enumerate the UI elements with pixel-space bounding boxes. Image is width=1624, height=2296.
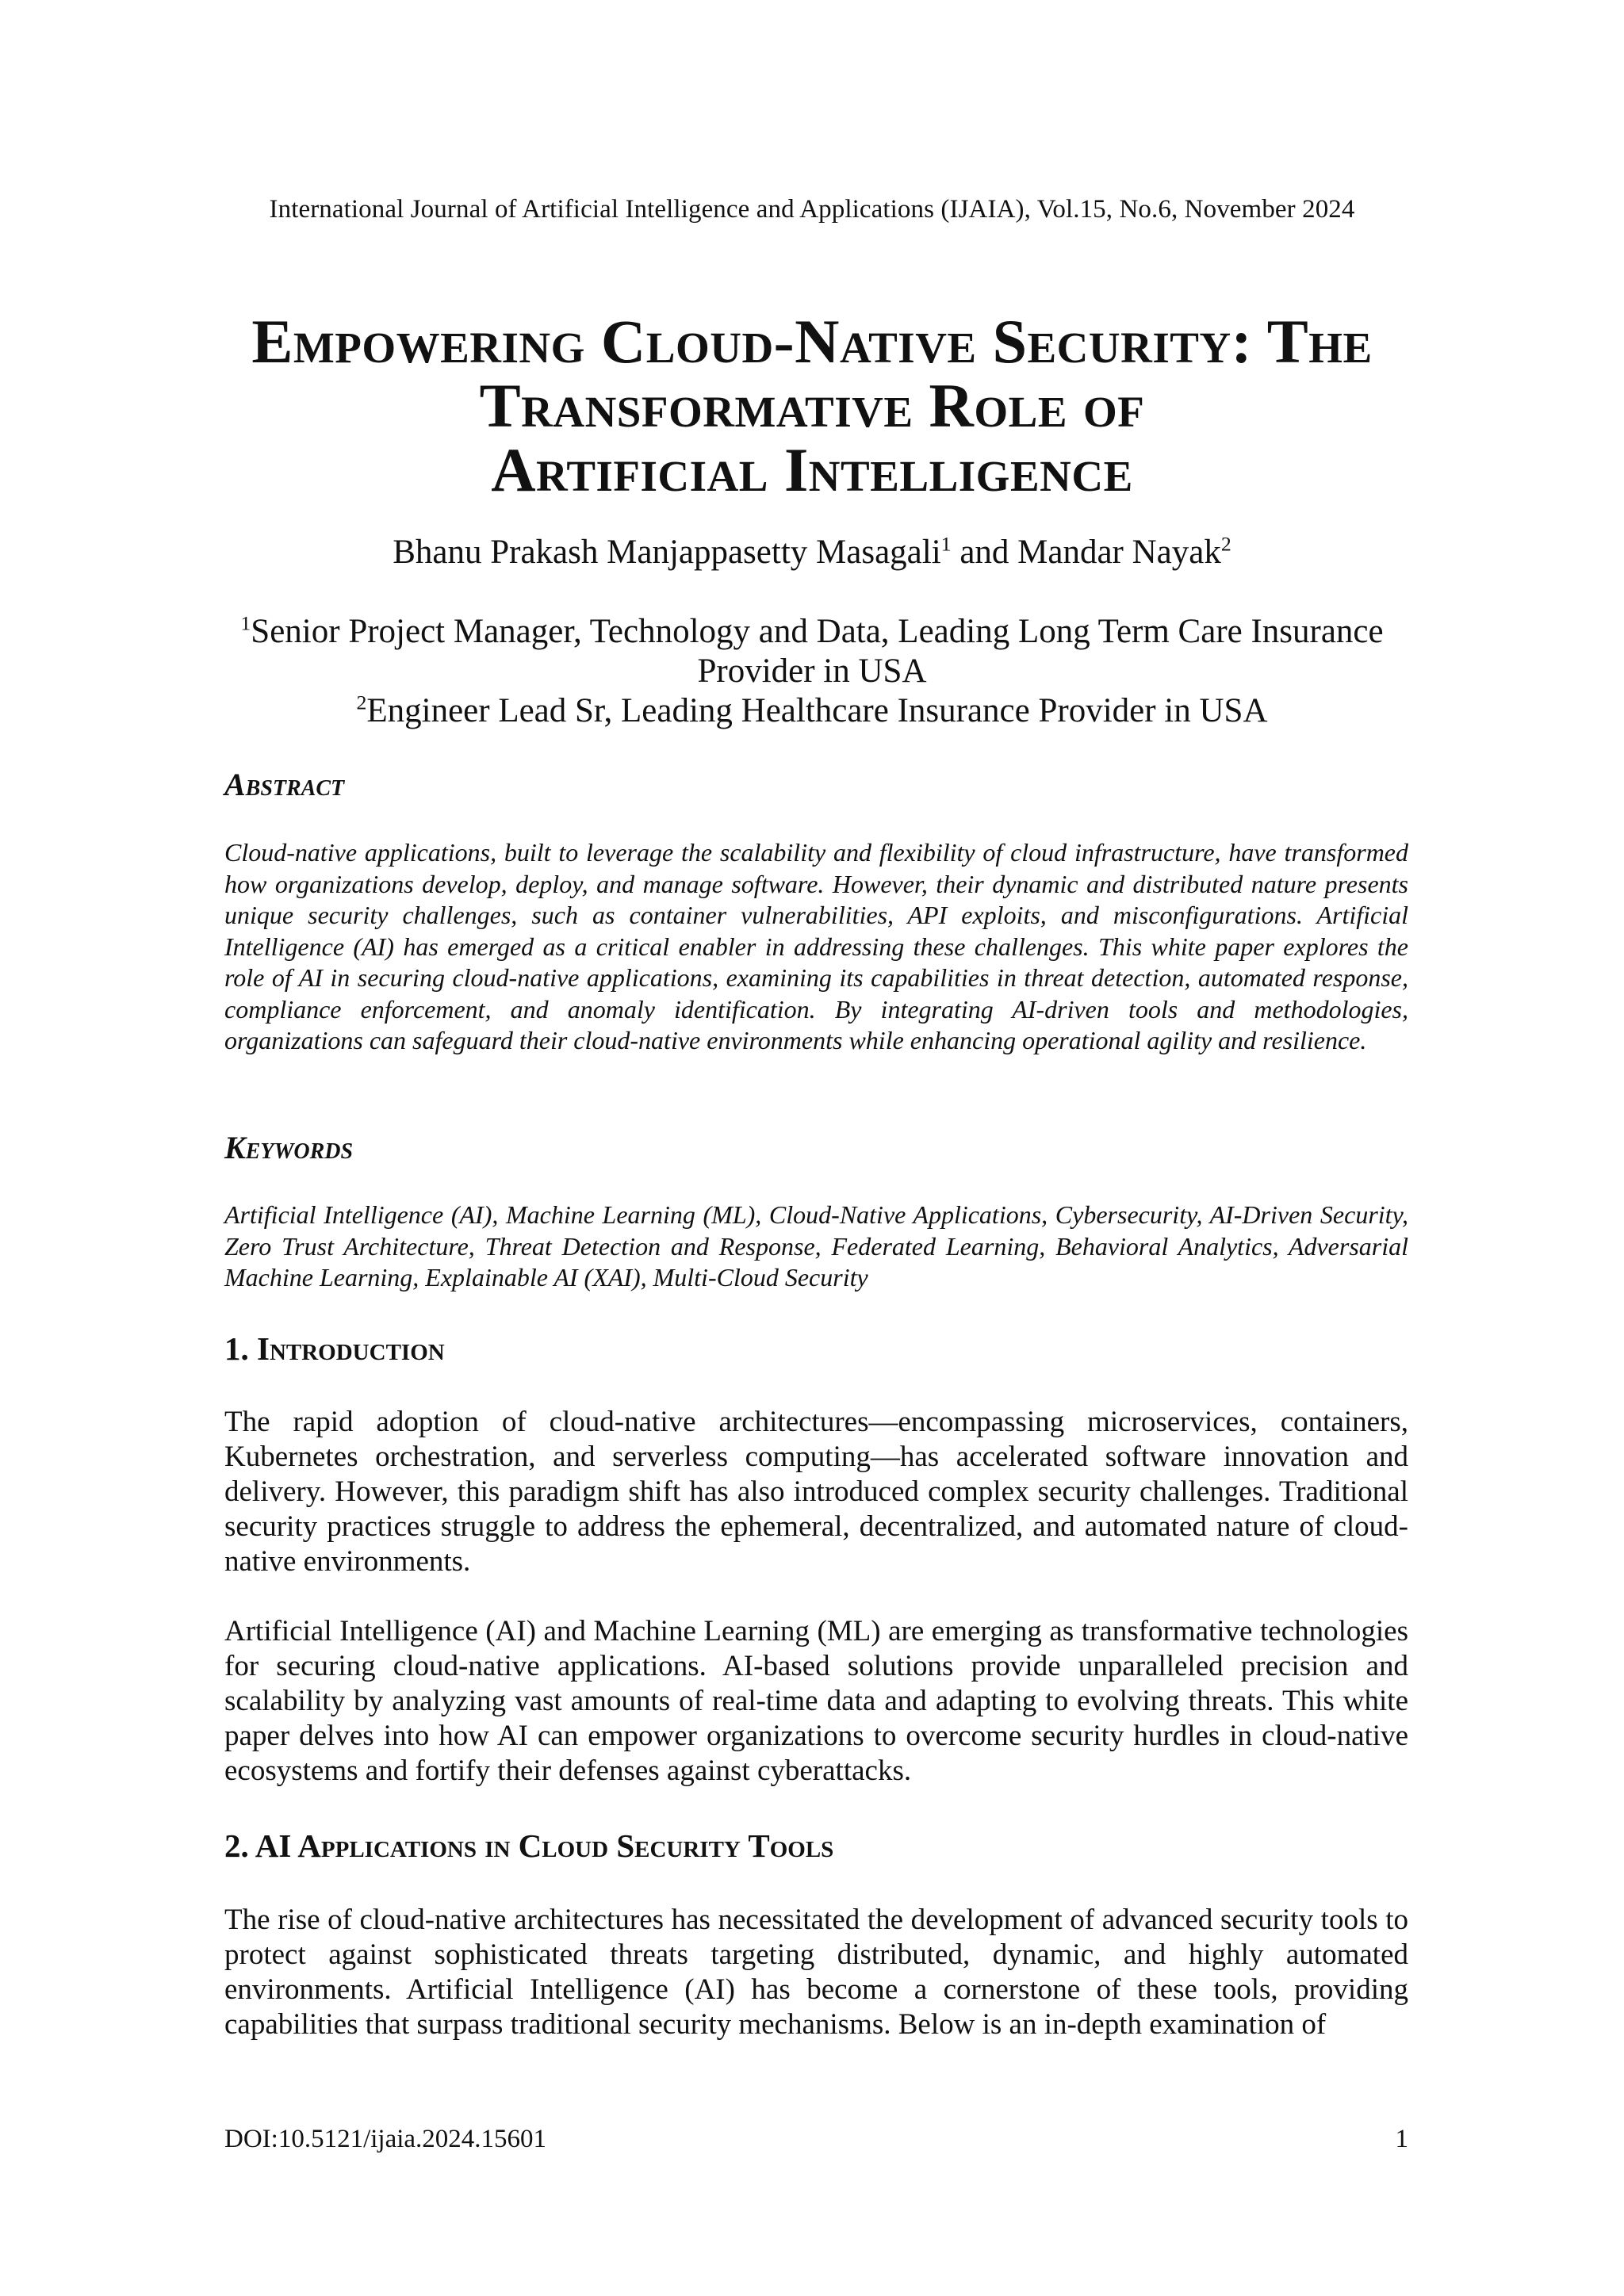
affiliation-line (0, 691, 1624, 731)
author-affiliation-mark: 2 (1220, 532, 1231, 556)
abstract-text: Cloud-native applications, built to leverage the scalability and flexibility of cloud infrastructure, have transformed how organizations develop, deploy, and manage software. However, their dynamic and distributed nature presents unique security challenges, such as container vulnerabilities, API exploits, and misconfigurations. Artificial Intelligence (AI) has emerged as a critical enabler in addressing these challenges. This white paper explores the role of AI in securing cloud-native applications, examining its capabilities in threat detection, automated response, compliance enforcement, and anomaly identification. By integrating AI-driven tools and methodologies, organizations can safeguard their cloud-native environments while enhancing operational agility and resilience. (224, 838, 1408, 1054)
keywords-text: Artificial Intelligence (AI), Machine Learning (ML), Cloud-Native Applications, Cybersecurity, AI-Driven Security, Zero Trust Architecture, Threat Detection and Response, Federated Learning, Behavioral Analytics, Adversarial Machine Learning, Explainable AI (XAI), Multi-Cloud Security (224, 1200, 1408, 1292)
affiliations (0, 612, 1624, 731)
affiliation-text: Engineer Lead Sr, Leading Healthcare Insurance Provider in USA (366, 692, 1268, 729)
author-connector: and (951, 534, 1018, 571)
affiliation-line: Provider in USA (697, 652, 927, 690)
title-line: Artificial Intelligence (491, 435, 1133, 504)
section-heading: 1. Introduction (224, 1330, 445, 1367)
body-paragraph: Artificial Intelligence (AI) and Machine Learning (ML) are emerging as transformative technologies for securing cloud-native applications. AI-based solutions provide unparalleled precision and scalability by analyzing vast amounts of real-time data and adapting to evolving threats. This white paper delves into how AI can empower organizations to overcome security hurdles in cloud-native ecosystems and fortify their defenses against cyberattacks. (224, 1615, 1408, 1787)
journal-header: International Journal of Artificial Intelligence and Applications (IJAIA), Vol.15, No.6, November 2024 (269, 195, 1355, 224)
section-heading: 2. AI Applications in Cloud Security Tools (224, 1827, 834, 1864)
author-list (0, 533, 1624, 572)
title-line: Transformative Role of (479, 371, 1145, 440)
page-number: 1 (1395, 2125, 1408, 2153)
author-affiliation-mark: 1 (940, 532, 952, 556)
affiliation-mark: 2 (356, 691, 367, 714)
body-paragraph: The rapid adoption of cloud-native architectures—encompassing microservices, containers, Kubernetes orchestration, and serverless computing—has accelerated software innovation and delivery. However, this paradigm shift has also introduced complex security challenges. Traditional security practices struggle to address the ephemeral, decentralized, and automated nature of cloud-native environments. (224, 1406, 1408, 1578)
body-paragraph: The rise of cloud-native architectures has necessitated the development of advanced security tools to protect against sophisticated threats targeting distributed, dynamic, and highly automated environments. Artificial Intelligence (AI) has become a cornerstone of these tools, providing capabilities that surpass traditional security mechanisms. Below is an in-depth examination of (224, 1904, 1408, 2041)
author-name: Bhanu Prakash Manjappasetty Masagali (393, 534, 941, 571)
title-line: Empowering Cloud-Native Security: The (251, 307, 1373, 376)
paper-title (0, 309, 1624, 502)
author-name: Mandar Nayak (1017, 534, 1221, 571)
affiliation-line (0, 612, 1624, 652)
affiliation-text: Senior Project Manager, Technology and Data, Leading Long Term Care Insurance (251, 613, 1384, 650)
abstract-heading: Abstract (224, 767, 345, 802)
affiliation-mark: 1 (240, 611, 251, 635)
doi-footer: DOI:10.5121/ijaia.2024.15601 (224, 2125, 547, 2153)
keywords-heading: Keywords (224, 1130, 354, 1165)
